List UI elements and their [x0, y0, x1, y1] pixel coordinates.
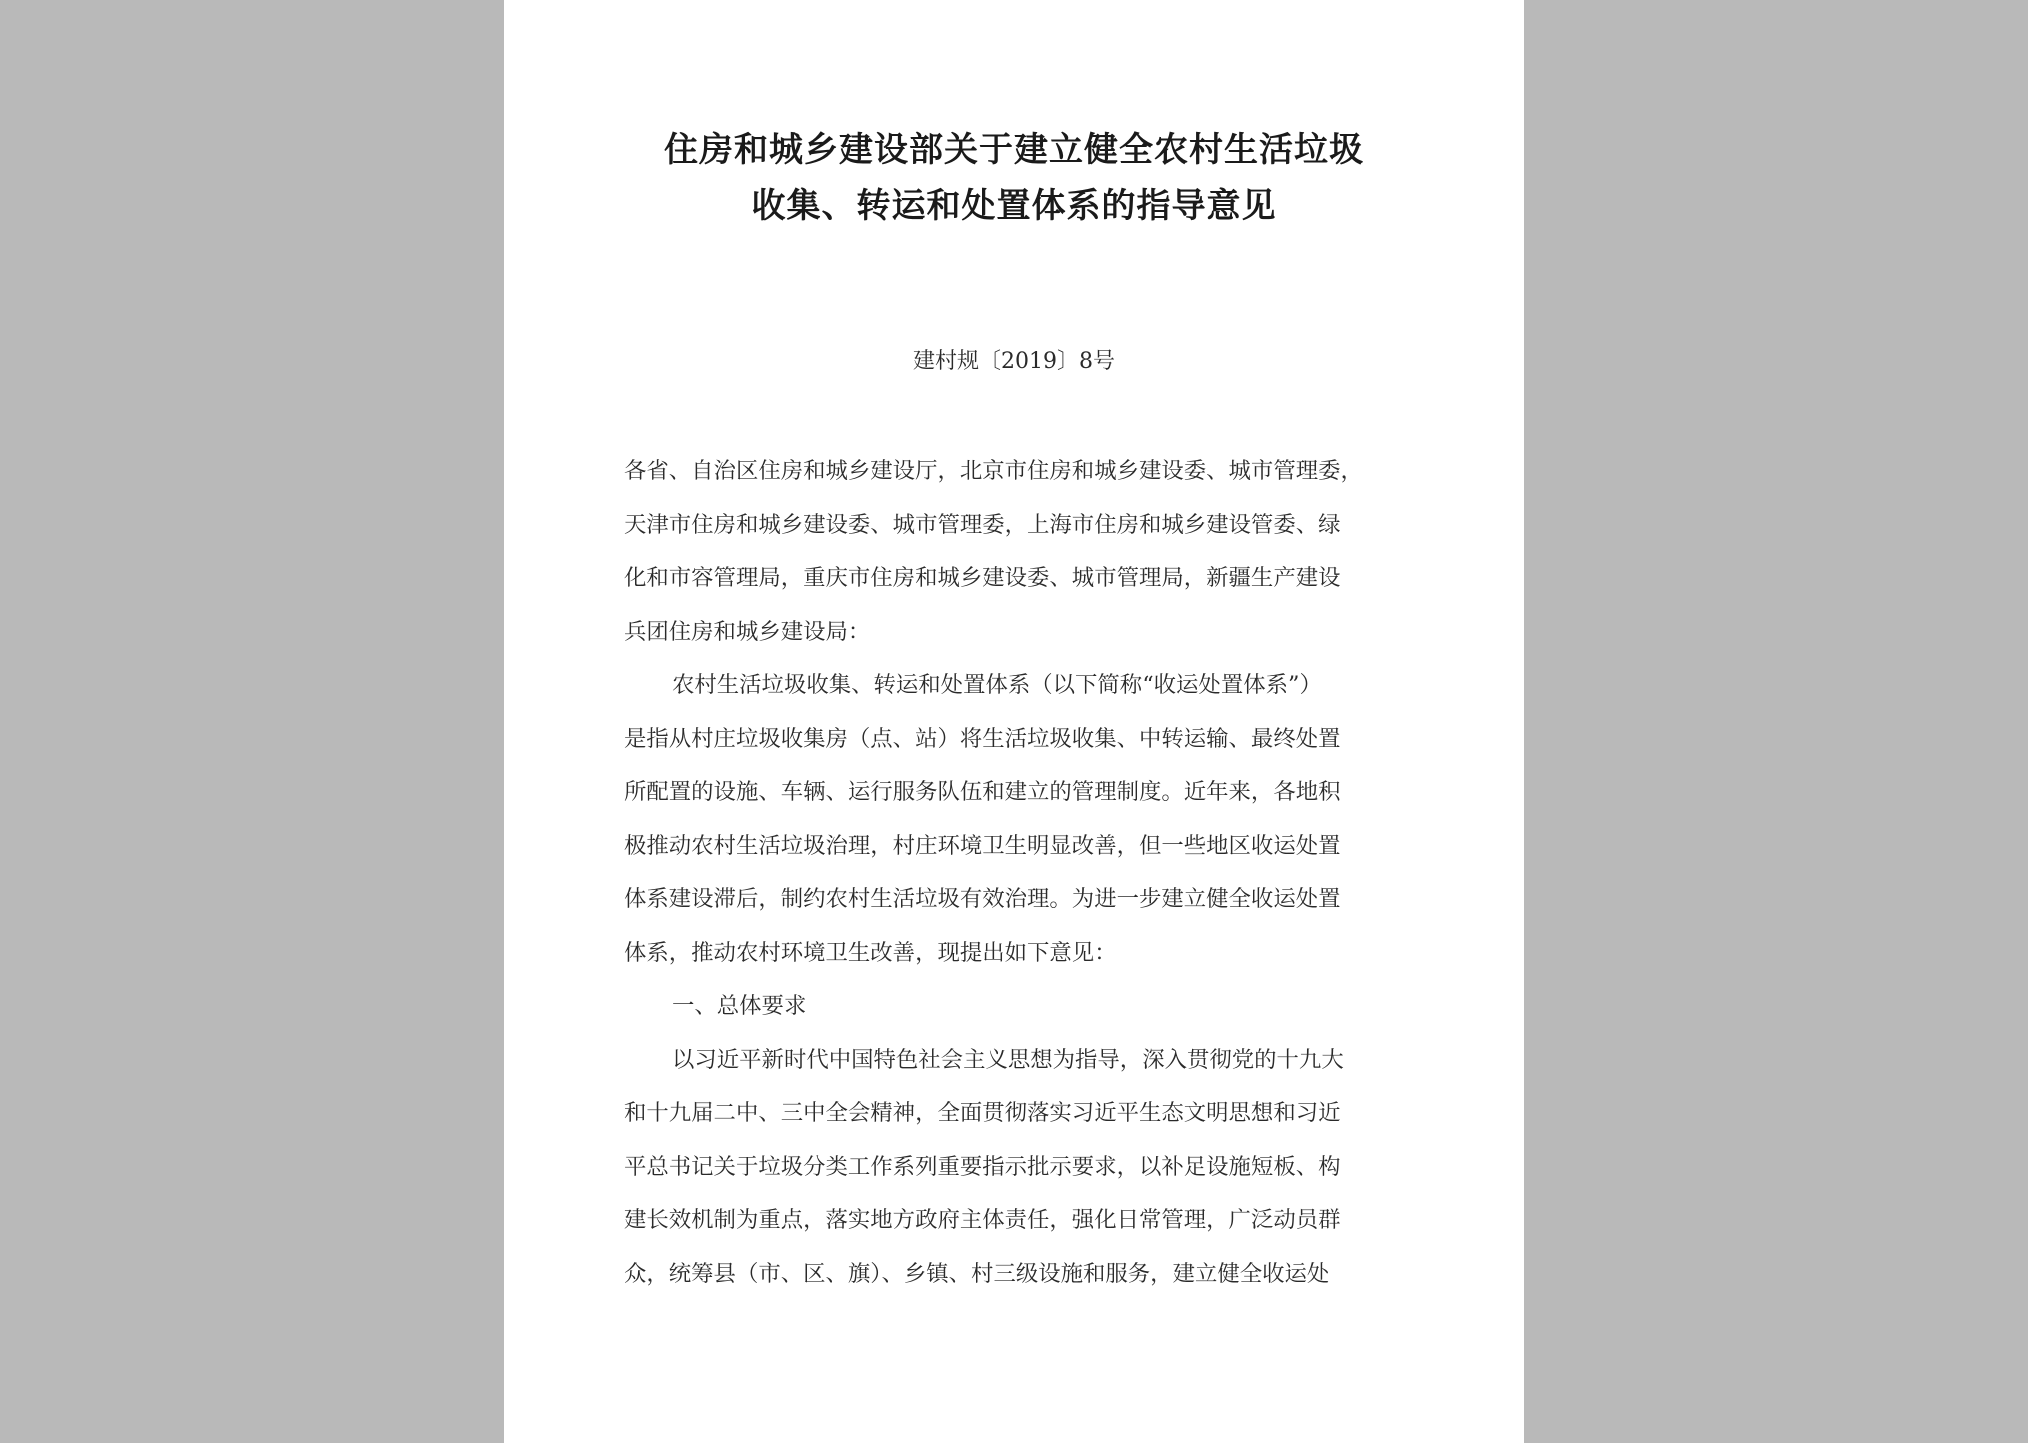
body-line: 各省、自治区住房和城乡建设厅，北京市住房和城乡建设委、城市管理委，: [624, 458, 1363, 484]
body-line: 以习近平新时代中国特色社会主义思想为指导，深入贯彻党的十九大: [672, 1047, 1344, 1073]
body-line: 极推动农村生活垃圾治理，村庄环境卫生明显改善，但一些地区收运处置: [624, 833, 1341, 859]
document-page: [504, 0, 1524, 1443]
body-line: 天津市住房和城乡建设委、城市管理委，上海市住房和城乡建设管委、绿: [624, 512, 1341, 538]
body-line: 和十九届二中、三中全会精神，全面贯彻落实习近平生态文明思想和习近: [624, 1100, 1341, 1126]
document-title: [504, 122, 1524, 234]
title-line-2: 收集、转运和处置体系的指导意见: [751, 186, 1277, 226]
title-line-1: 住房和城乡建设部关于建立健全农村生活垃圾: [664, 130, 1364, 170]
body-line: 众，统筹县（市、区、旗）、乡镇、村三级设施和服务，建立健全收运处: [624, 1261, 1330, 1287]
body-line: 农村生活垃圾收集、转运和处置体系（以下简称“收运处置体系”）: [672, 672, 1322, 698]
body-line: 所配置的设施、车辆、运行服务队伍和建立的管理制度。近年来，各地积: [624, 779, 1341, 805]
body-line: 化和市容管理局，重庆市住房和城乡建设委、城市管理局，新疆生产建设: [624, 565, 1341, 591]
body-line: 体系建设滞后，制约农村生活垃圾有效治理。为进一步建立健全收运处置: [624, 886, 1341, 912]
body-line: 平总书记关于垃圾分类工作系列重要指示批示要求，以补足设施短板、构: [624, 1154, 1341, 1180]
body-line: 建长效机制为重点，落实地方政府主体责任，强化日常管理，广泛动员群: [624, 1207, 1341, 1233]
body-line: 兵团住房和城乡建设局：: [624, 619, 871, 645]
section-heading: 一、总体要求: [672, 993, 807, 1019]
body-line: 是指从村庄垃圾收集房（点、站）将生活垃圾收集、中转运输、最终处置: [624, 726, 1341, 752]
document-number: 建村规〔2019〕8号: [913, 349, 1115, 374]
body-line: 体系，推动农村环境卫生改善，现提出如下意见：: [624, 940, 1117, 966]
